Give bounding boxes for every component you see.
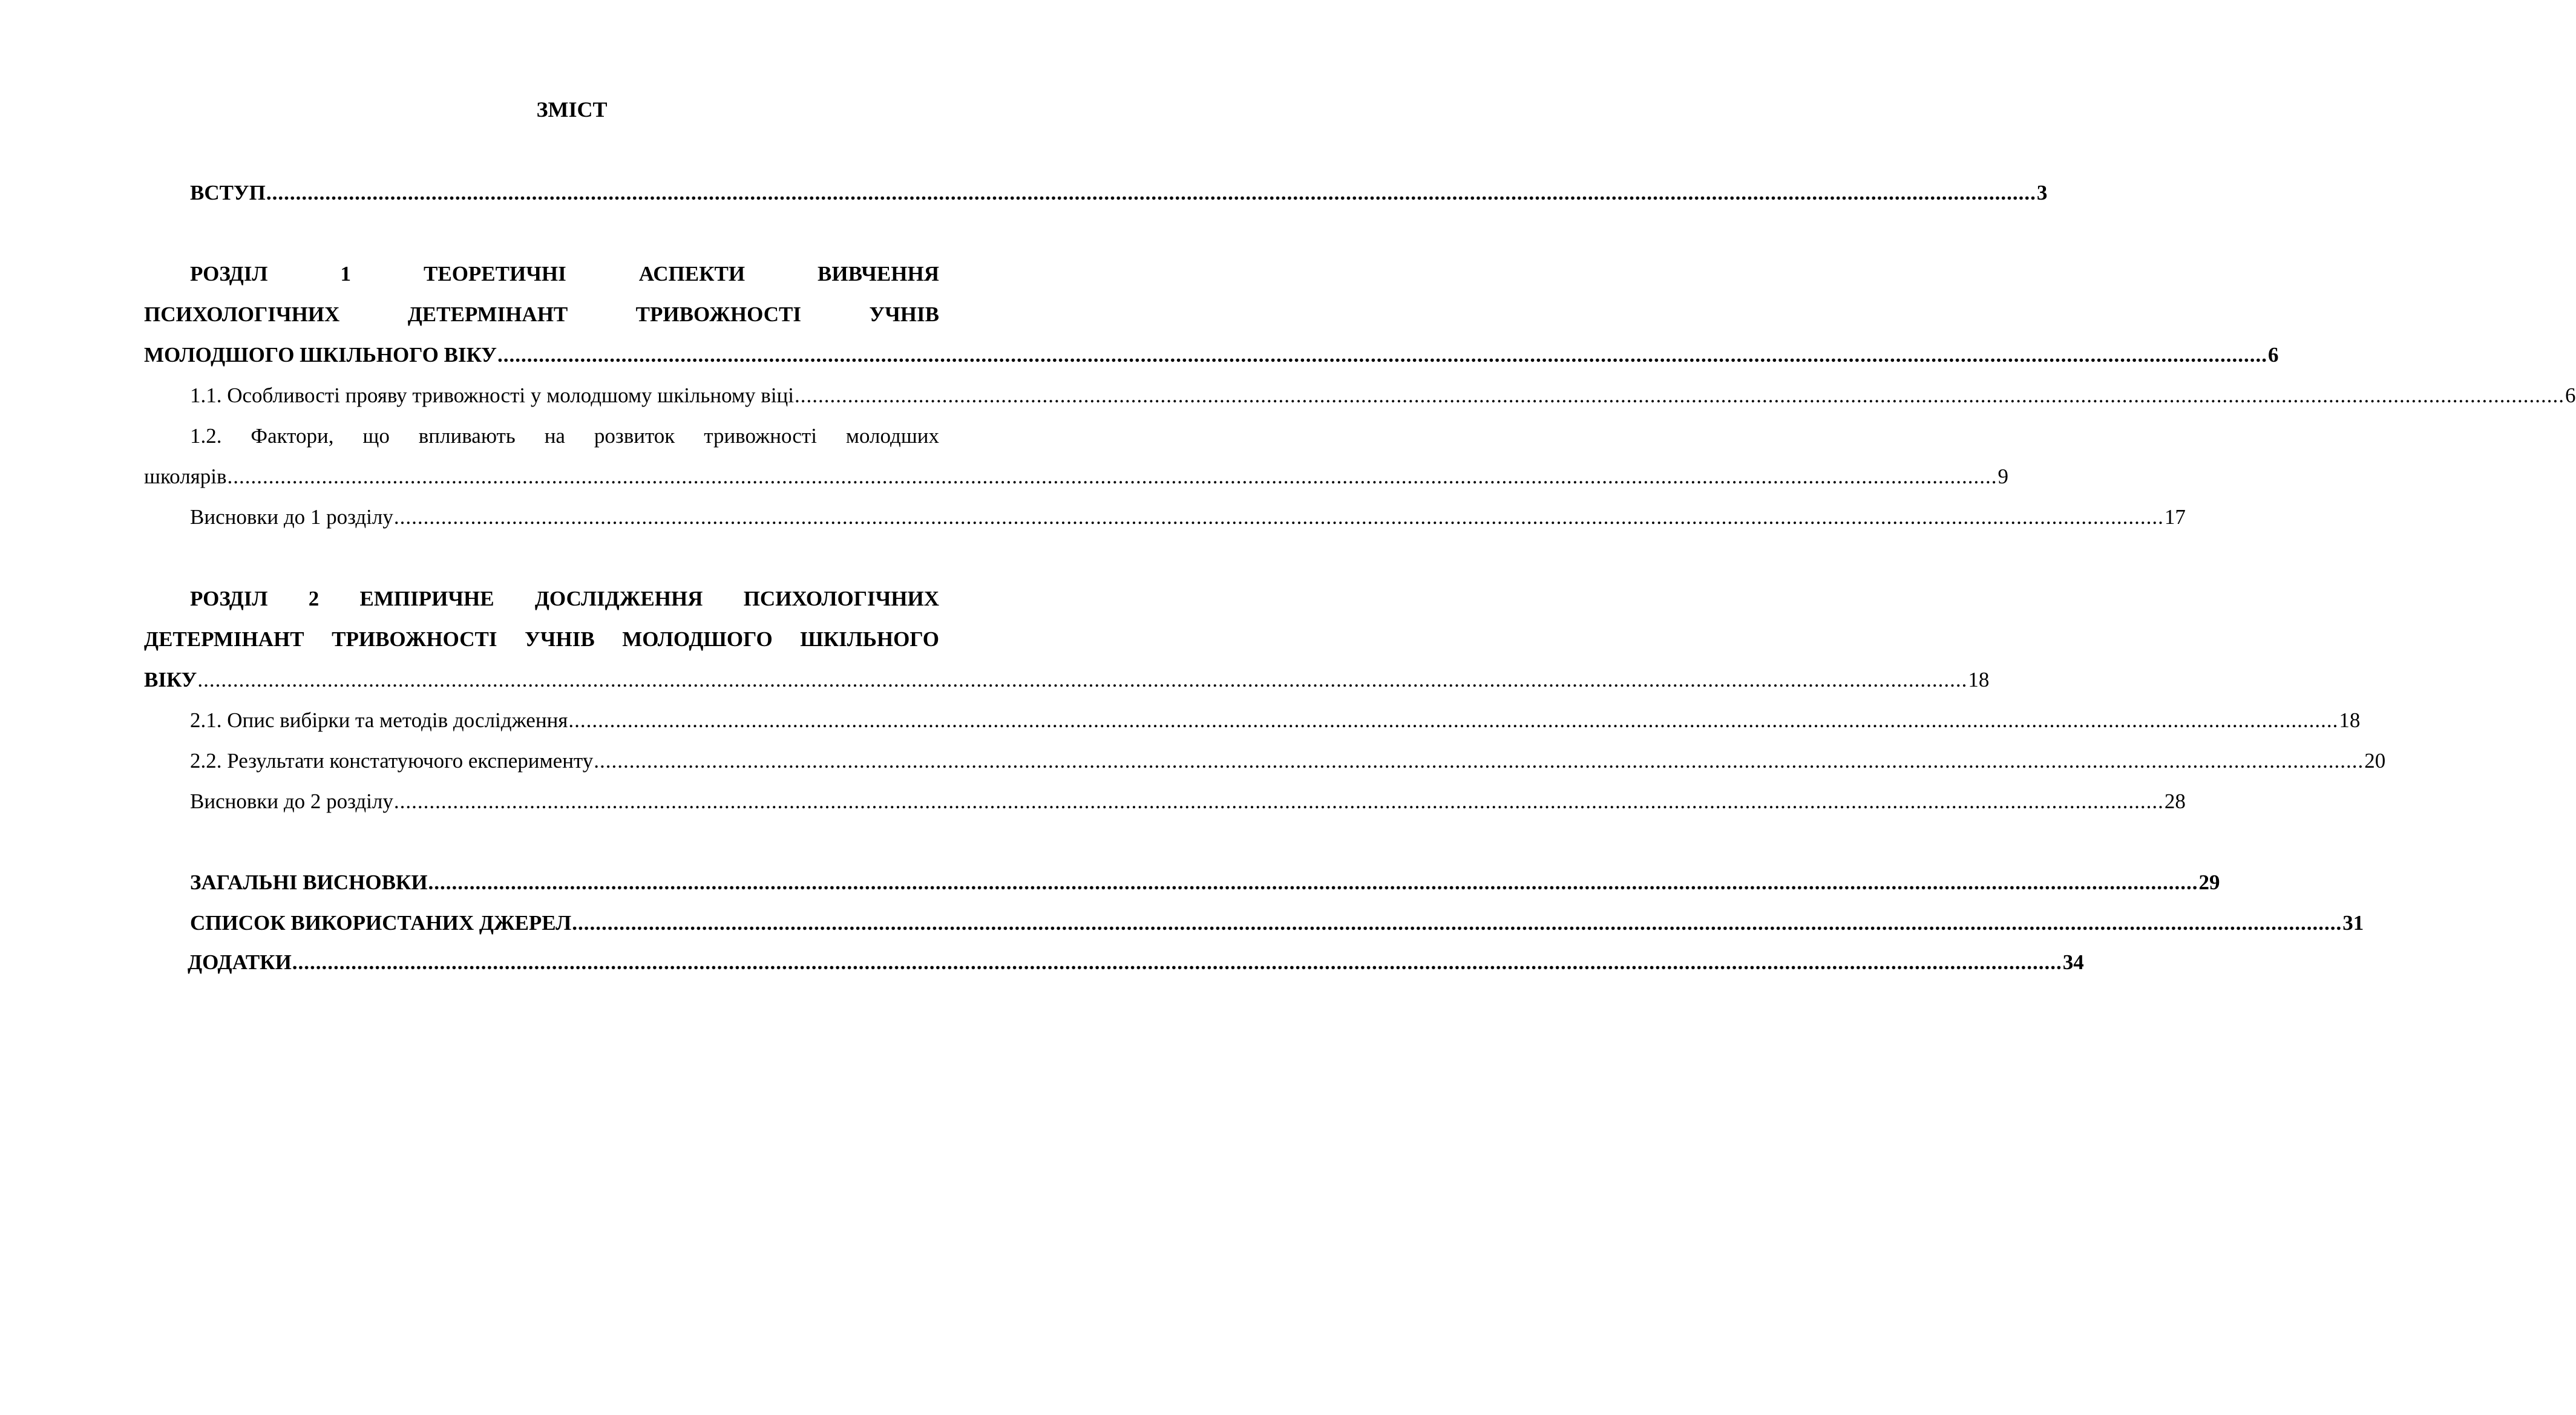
toc-page-number: 9 <box>1998 465 2009 488</box>
dot-leader: ............................................................................................................................................................................................................................................................................................................ <box>795 384 2565 407</box>
toc-page-number: 18 <box>2339 708 2361 732</box>
toc-entry-section-1-2 <box>144 465 2009 489</box>
dot-leader: ............................................................................................................................................................................................................................................................................................................ <box>393 505 2164 529</box>
toc-entry-section-2-1 <box>190 708 2361 733</box>
toc-entry-label: 1.1. Особливості прояву тривожності у молодшому шкільному віці <box>190 384 795 407</box>
toc-entry-label: СПИСОК ВИКОРИСТАНИХ ДЖЕРЕЛ <box>190 911 572 935</box>
toc-chapter2-heading-line2: ДЕТЕРМІНАНТ ТРИВОЖНОСТІ УЧНІВ МОЛОДШОГО ШКІЛЬНОГО <box>144 627 939 651</box>
toc-chapter2-heading-line1: РОЗДІЛ 2 ЕМПІРИЧНЕ ДОСЛІДЖЕННЯ ПСИХОЛОГІЧНИХ <box>190 587 939 610</box>
toc-entry-appendices <box>188 950 2084 975</box>
toc-page-number: 34 <box>2062 950 2084 974</box>
dot-leader: ............................................................................................................................................................................................................................................................................................................ <box>393 789 2164 813</box>
toc-chapter1-heading-line2: ПСИХОЛОГІЧНИХ ДЕТЕРМІНАНТ ТРИВОЖНОСТІ УЧНІВ <box>144 302 939 326</box>
toc-entry-chapter1-conclusions <box>190 505 2186 529</box>
toc-page-number: 17 <box>2164 505 2186 529</box>
dot-leader: ............................................................................................................................................................................................................................................................................................................ <box>197 668 1968 691</box>
toc-entry-intro <box>190 181 2048 205</box>
dot-leader: ............................................................................................................................................................................................................................................................................................................ <box>568 708 2339 732</box>
toc-section-1-2-line1: 1.2. Фактори, що впливають на розвиток тривожності молодших <box>190 424 939 448</box>
toc-page-number: 29 <box>2198 871 2220 894</box>
toc-page-number: 6 <box>2268 343 2279 367</box>
toc-page-number: 28 <box>2164 789 2186 813</box>
toc-entry-label: Висновки до 1 розділу <box>190 505 393 529</box>
toc-entry-label: ЗАГАЛЬНІ ВИСНОВКИ <box>190 871 428 894</box>
dot-leader: ............................................................................................................................................................................................................................................................................................................ <box>292 950 2062 974</box>
dot-leader: ............................................................................................................................................................................................................................................................................................................ <box>428 871 2198 894</box>
dot-leader: ............................................................................................................................................................................................................................................................................................................ <box>497 343 2267 367</box>
toc-entry-label: МОЛОДШОГО ШКІЛЬНОГО ВІКУ <box>144 343 497 367</box>
toc-page-number: 18 <box>1968 668 1990 691</box>
toc-page-number: 6 <box>2565 384 2576 407</box>
toc-entry-section-2-2 <box>190 749 2386 773</box>
dot-leader: ............................................................................................................................................................................................................................................................................................................ <box>572 911 2342 935</box>
toc-entry-general-conclusions <box>190 871 2220 895</box>
dot-leader: ............................................................................................................................................................................................................................................................................................................ <box>266 181 2036 204</box>
toc-entry-label: ВІКУ <box>144 668 197 691</box>
dot-leader: ............................................................................................................................................................................................................................................................................................................ <box>594 749 2364 773</box>
toc-entry-label: 2.2. Результати констатуючого експерименту <box>190 749 594 773</box>
toc-page-number: 31 <box>2342 911 2364 935</box>
dot-leader: ............................................................................................................................................................................................................................................................................................................ <box>227 465 1998 488</box>
toc-entry-label: школярів <box>144 465 227 488</box>
toc-entry-label: ВСТУП <box>190 181 266 204</box>
toc-page-number: 20 <box>2364 749 2386 773</box>
toc-entry-label: 2.1. Опис вибірки та методів дослідження <box>190 708 568 732</box>
page-title: ЗМІСТ <box>536 97 608 122</box>
toc-entry-chapter2 <box>144 668 1990 692</box>
toc-entry-chapter2-conclusions <box>190 789 2186 814</box>
toc-chapter1-heading-line1: РОЗДІЛ 1 ТЕОРЕТИЧНІ АСПЕКТИ ВИВЧЕННЯ <box>190 262 939 286</box>
toc-entry-label: Висновки до 2 розділу <box>190 789 393 813</box>
toc-entry-references <box>190 911 2364 935</box>
toc-entry-chapter1 <box>144 343 2279 367</box>
toc-entry-section-1-1 <box>190 384 2576 408</box>
toc-page-number: 3 <box>2036 181 2048 204</box>
toc-entry-label: ДОДАТКИ <box>188 950 292 974</box>
